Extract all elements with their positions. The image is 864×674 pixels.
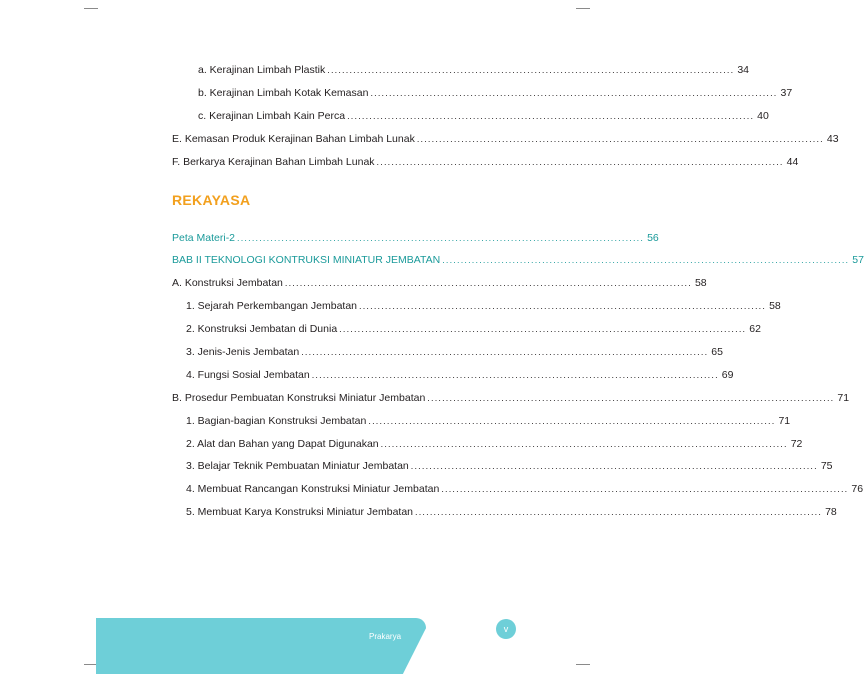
crop-mark [84, 664, 98, 665]
toc-entry-kemasan-produk[interactable] [172, 133, 839, 146]
toc-leader-dots: .............................................................................................................. [339, 324, 747, 334]
toc-leader-dots: .............................................................................................................. [237, 233, 645, 243]
toc-leader-dots: .............................................................................................................. [410, 461, 818, 471]
toc-entry-jenis-jembatan[interactable] [186, 346, 723, 359]
toc-entry-label: b. Kerajinan Limbah Kotak Kemasan [198, 87, 369, 99]
toc-leader-dots: .............................................................................................................. [347, 111, 755, 121]
toc-leader-dots: .............................................................................................................. [442, 255, 850, 265]
toc-entry-fungsi-sosial[interactable] [186, 369, 734, 382]
toc-entry-page: 44 [786, 156, 799, 168]
toc-entry-label: A. Konstruksi Jembatan [172, 277, 283, 289]
toc-entry-page: 62 [749, 323, 761, 335]
toc-entry-label: E. Kemasan Produk Kerajinan Bahan Limbah Lunak [172, 133, 415, 145]
toc-entry-page: 58 [694, 277, 707, 289]
toc-leader-dots: .............................................................................................................. [284, 278, 692, 288]
toc-entry-page: 75 [820, 460, 833, 472]
toc-entry-membuat-rancangan[interactable] [186, 483, 864, 496]
toc-entry-page: 72 [790, 438, 803, 450]
toc-entry-page: 34 [737, 64, 749, 76]
toc-leader-dots: .............................................................................................................. [415, 507, 823, 517]
toc-entry-page: 71 [778, 415, 791, 427]
toc-entry-berkarya-kerajinan[interactable] [172, 156, 799, 169]
toc-leader-dots: .............................................................................................................. [416, 134, 824, 144]
crop-mark [84, 8, 98, 9]
toc-leader-dots: .............................................................................................................. [359, 301, 767, 311]
toc-entry-page: 43 [826, 133, 839, 145]
toc-entry-label: 4. Membuat Rancangan Konstruksi Miniatur Jembatan [186, 483, 440, 495]
footer-tab [96, 618, 426, 674]
toc-entry-label: a. Kerajinan Limbah Plastik [198, 64, 326, 76]
toc-entry-page: 76 [851, 483, 864, 495]
toc-entry-label: F. Berkarya Kerajinan Bahan Limbah Lunak [172, 156, 375, 168]
toc-entry-konstruksi-dunia[interactable] [186, 323, 761, 336]
toc-entry-kerajinan-limbah-kain-perca[interactable] [198, 110, 769, 123]
toc-entry-kerajinan-limbah-plastik[interactable] [198, 64, 749, 77]
toc-entry-sejarah[interactable] [186, 300, 781, 313]
toc-entry-page: 58 [769, 300, 781, 312]
toc-entry-alat-bahan[interactable] [186, 438, 803, 451]
toc-entry-label: B. Prosedur Pembuatan Konstruksi Miniatur Jembatan [172, 392, 426, 404]
toc-entry-konstruksi-jembatan[interactable] [172, 277, 707, 290]
crop-mark [576, 8, 590, 9]
toc-entry-label: 3. Jenis-Jenis Jembatan [186, 346, 300, 358]
toc-leader-dots: .............................................................................................................. [301, 347, 709, 357]
toc-entry-page: 71 [837, 392, 850, 404]
toc-entry-label: 5. Membuat Karya Konstruksi Miniatur Jembatan [186, 506, 414, 518]
toc-leader-dots: .............................................................................................................. [376, 157, 784, 167]
toc-leader-dots: .............................................................................................................. [441, 484, 849, 494]
toc-leader-dots: .............................................................................................................. [427, 393, 835, 403]
toc-entry-peta-materi[interactable] [172, 232, 659, 245]
toc-entry-page: 56 [647, 232, 659, 244]
toc-entry-label: 2. Alat dan Bahan yang Dapat Digunakan [186, 438, 379, 450]
toc-entry-page: 65 [711, 346, 723, 358]
toc-entry-label: 1. Bagian-bagian Konstruksi Jembatan [186, 415, 367, 427]
toc-leader-dots: .............................................................................................................. [327, 65, 735, 75]
toc-leader-dots: .............................................................................................................. [370, 88, 778, 98]
toc-entry-bab-ii[interactable] [172, 254, 864, 267]
toc-entry-label: 4. Fungsi Sosial Jembatan [186, 369, 310, 381]
toc-entry-page: 57 [852, 254, 864, 266]
toc-entry-page: 37 [780, 87, 793, 99]
toc-leader-dots: .............................................................................................................. [380, 439, 788, 449]
toc-entry-bagian-bagian[interactable] [186, 415, 791, 428]
toc-entry-label: c. Kerajinan Limbah Kain Perca [198, 110, 346, 122]
toc-leader-dots: .............................................................................................................. [368, 416, 776, 426]
toc-entry-label: Peta Materi-2 [172, 232, 236, 244]
toc-entry-kerajinan-limbah-kotak-kemasan[interactable] [198, 87, 793, 100]
toc-entry-label: BAB II TEKNOLOGI KONTRUKSI MINIATUR JEMBATAN [172, 254, 441, 266]
toc-entry-belajar-teknik[interactable] [186, 460, 833, 473]
toc-entry-label: 1. Sejarah Perkembangan Jembatan [186, 300, 358, 312]
toc-leader-dots: .............................................................................................................. [311, 370, 719, 380]
toc-entry-page: 40 [757, 110, 769, 122]
toc-entry-page: 69 [721, 369, 734, 381]
toc-entry-label: 2. Konstruksi Jembatan di Dunia [186, 323, 338, 335]
toc-entry-prosedur-pembuatan[interactable] [172, 392, 850, 405]
crop-mark [576, 664, 590, 665]
section-heading: REKAYASA [172, 192, 251, 208]
footer-book-title: Prakarya [369, 632, 402, 641]
toc-entry-membuat-karya[interactable] [186, 506, 837, 519]
toc-entry-page: 78 [825, 506, 837, 518]
page-number-badge: v [496, 619, 516, 639]
toc-entry-label: 3. Belajar Teknik Pembuatan Miniatur Jembatan [186, 460, 409, 472]
